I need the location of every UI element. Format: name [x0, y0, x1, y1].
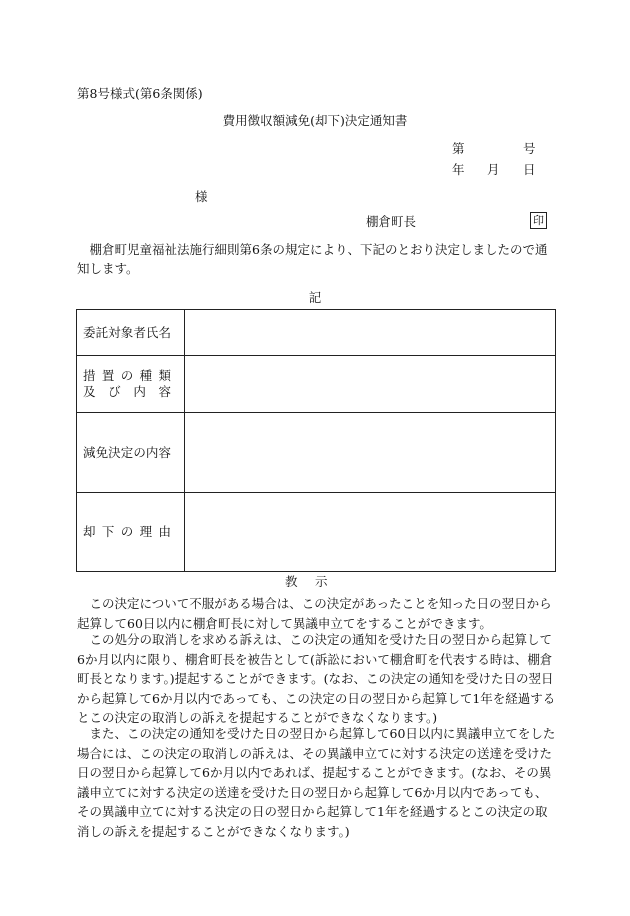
date-day-label: 日 [523, 162, 536, 177]
row-label-rejection-reason: 却下の理由 [77, 493, 185, 572]
addressee-honorific: 様 [195, 189, 208, 204]
notice-body: 棚倉町児童福祉法施行細則第6条の規定により、下記のとおり決定しましたので通知します。 [77, 242, 548, 276]
row-label-reduction-content: 減免決定の内容 [77, 413, 185, 493]
kyoji-paragraph: また、この決定の通知を受けた日の翌日から起算して60日以内に異議申立てをした場合には、この決定の取消しの訴えは、その異議申立てに対する決定の送達を受けた日の翌日から起算して6か月以内であれば、提起することができます。(なお、その異議申立てに対する決定の送達を受けた日の翌日から起算して6か月以内であっても、その異議申立てに対する決定の日の翌日から起算して1年を経過するとこの決定の取消しの訴えを提起することができなくなります。) [77, 726, 556, 839]
value-measure-type [185, 356, 556, 413]
form-number: 第8号様式(第6条関係) [77, 86, 203, 101]
row-label-target-name: 委託対象者氏名 [77, 310, 185, 356]
table-row [77, 310, 556, 356]
ki-heading: 記 [308, 290, 322, 305]
table-row [77, 493, 556, 572]
date-month-label: 月 [487, 162, 500, 177]
table-row [77, 413, 556, 493]
value-target-name [185, 310, 556, 356]
table-row [77, 356, 556, 413]
kyoji-heading: 教示 [284, 574, 345, 589]
details-table [76, 309, 556, 572]
kyoji-paragraph: この処分の取消しを求める訴えは、この決定の通知を受けた日の翌日から起算して6か月以内に限り、棚倉町長を被告として(訴訟において棚倉町を代表する時は、棚倉町長となります。)提起することができます。(なお、この決定の通知を受けた日の翌日から起算して6か月以内であっても、この決定の日の翌日から起算して1年を経過するとこの決定の取消しの訴えを提起することができなくなります。) [77, 632, 556, 725]
value-reduction-content [185, 413, 556, 493]
value-rejection-reason [185, 493, 556, 572]
kyoji-paragraph: この決定について不服がある場合は、この決定があったことを知った日の翌日から起算して60日以内に棚倉町長に対して異議申立てをすることができます。 [77, 596, 552, 631]
row-label-measure-type: 措置の種類 及び内容 [77, 356, 185, 413]
issuer-name: 棚倉町長 [366, 214, 417, 229]
number-suffix: 号 [523, 141, 536, 156]
date-year-label: 年 [452, 162, 465, 177]
number-prefix: 第 [452, 141, 465, 156]
document-title: 費用徴収額減免(却下)決定通知書 [222, 113, 408, 128]
seal-mark: 印 [530, 212, 547, 229]
